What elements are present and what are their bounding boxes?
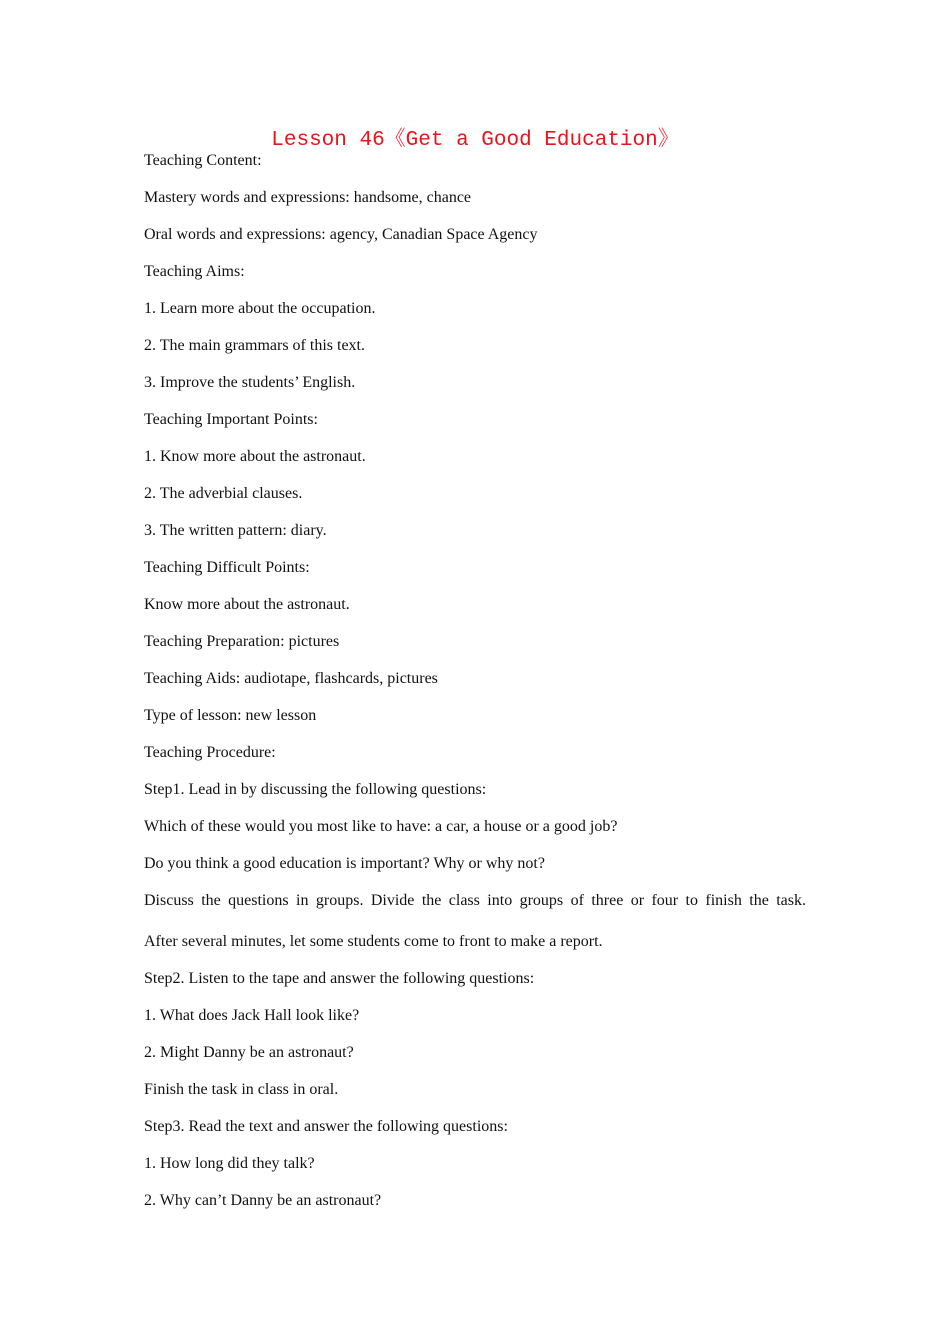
section-heading-aims: Teaching Aims: [144,263,245,280]
step-heading: Step3. Read the text and answer the following questions: [144,1118,508,1135]
list-item: 1. Learn more about the occupation. [144,300,376,317]
list-item: 3. The written pattern: diary. [144,522,327,539]
text-line: After several minutes, let some students come to front to make a report. [144,933,603,950]
section-heading-difficult-points: Teaching Difficult Points: [144,559,310,576]
text-line: Mastery words and expressions: handsome, chance [144,189,472,206]
list-item: 1. What does Jack Hall look like? [144,1007,360,1024]
text-line: Oral words and expressions: agency, Canadian Space Agency [144,226,538,243]
section-heading-content: Teaching Content: [144,152,262,169]
text-line: Teaching Aids: audiotape, flashcards, pictures [144,670,438,687]
text-line: Type of lesson: new lesson [144,707,317,724]
text-line: Teaching Preparation: pictures [144,633,340,650]
text-line: Finish the task in class in oral. [144,1081,339,1098]
step-heading: Step2. Listen to the tape and answer the following questions: [144,970,535,987]
text-line: Do you think a good education is important? Why or why not? [144,855,545,872]
list-item: 1. Know more about the astronaut. [144,448,366,465]
step-heading: Step1. Lead in by discussing the following questions: [144,781,487,798]
list-item: 2. The adverbial clauses. [144,485,303,502]
section-heading-procedure: Teaching Procedure: [144,744,276,761]
list-item: 2. Why can’t Danny be an astronaut? [144,1192,382,1209]
list-item: 2. The main grammars of this text. [144,337,365,354]
section-heading-important-points: Teaching Important Points: [144,411,318,428]
text-line: Which of these would you most like to have: a car, a house or a good job? [144,818,618,835]
list-item: 1. How long did they talk? [144,1155,315,1172]
text-line: Discuss the questions in groups. Divide the class into groups of three or four to finish the task. [144,892,806,909]
list-item: 2. Might Danny be an astronaut? [144,1044,354,1061]
document-body [144,150,806,1227]
list-item: 3. Improve the students’ English. [144,374,356,391]
text-line: Know more about the astronaut. [144,596,350,613]
document-title: Lesson 46《Get a Good Education》 [271,129,679,152]
